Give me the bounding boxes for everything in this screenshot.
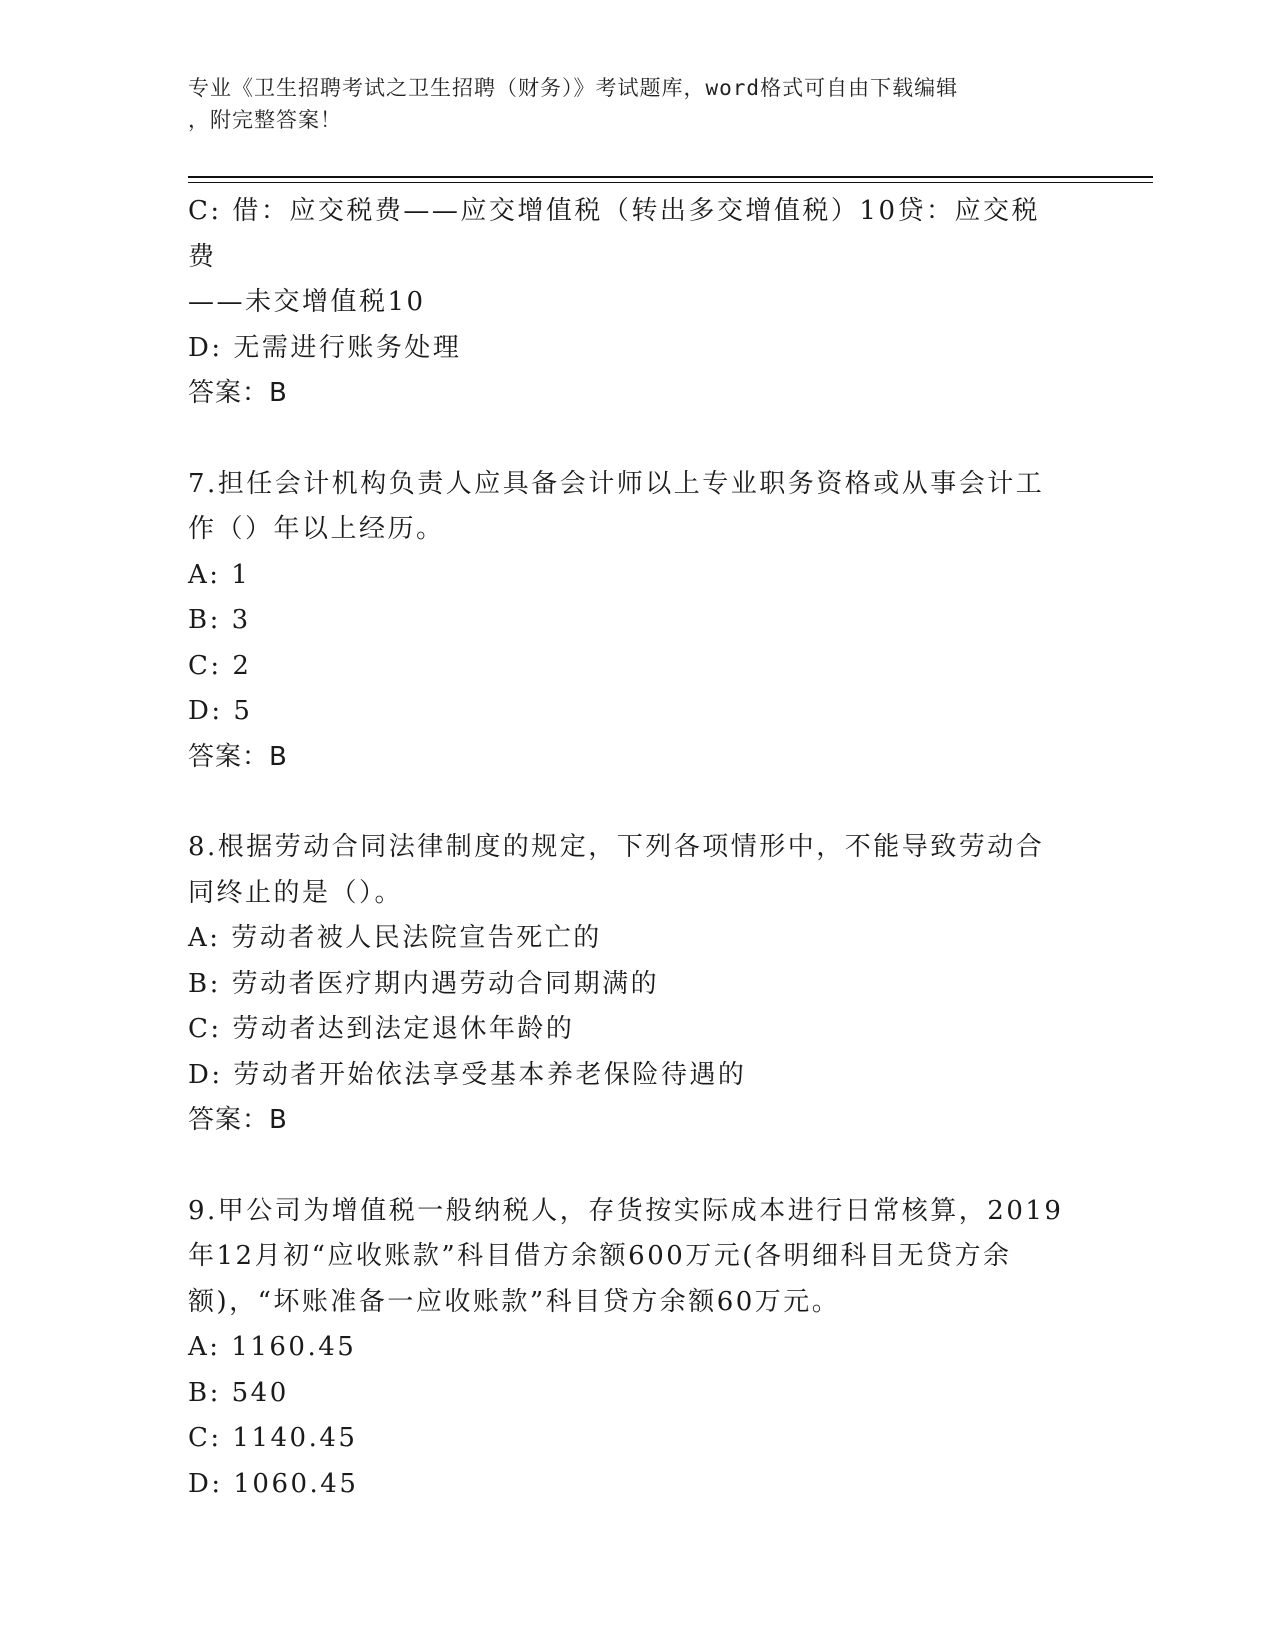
question-stem-line-1: 8.根据劳动合同法律制度的规定，下列各项情形中，不能导致劳动合 bbox=[188, 832, 1045, 862]
question-stem-line-3: 额)，“坏账准备一应收账款”科目贷方余额60万元。 bbox=[188, 1286, 841, 1317]
option-d: D: 劳动者开始依法享受基本养老保险待遇的 bbox=[188, 1059, 747, 1090]
question-stem-line-2: 同终止的是（）。 bbox=[188, 877, 404, 908]
option-c-line-2: ——未交增值税10 bbox=[188, 287, 426, 317]
spacer bbox=[188, 417, 1068, 462]
question-stem-line-2: 作（）年以上经历。 bbox=[188, 514, 445, 544]
question-stem-line-2: 年12月初“应收账款”科目借方余额600万元(各明细科目无贷方余 bbox=[188, 1241, 1012, 1271]
question-7 bbox=[188, 462, 1068, 781]
option-d: D: 1060.45 bbox=[188, 1468, 359, 1499]
option-d: D: 无需进行账务处理 bbox=[188, 332, 462, 363]
spacer bbox=[188, 1144, 1068, 1189]
question-8 bbox=[188, 825, 1068, 1144]
option-b: B: 劳动者医疗期内遇劳动合同期满的 bbox=[188, 968, 660, 999]
option-a: A: 1 bbox=[188, 559, 251, 590]
option-d: D: 5 bbox=[188, 696, 253, 726]
option-c: C: 1140.45 bbox=[188, 1423, 358, 1453]
question-6-tail bbox=[188, 189, 1068, 417]
option-b: B: 540 bbox=[188, 1377, 289, 1408]
document-body bbox=[188, 189, 1068, 1507]
document-header bbox=[188, 72, 1068, 136]
question-9 bbox=[188, 1189, 1068, 1508]
header-divider-thin bbox=[188, 182, 1153, 183]
question-stem-line-1: 7.担任会计机构负责人应具备会计师以上专业职务资格或从事会计工 bbox=[188, 468, 1045, 499]
option-c-line-1: C: 借：应交税费——应交增值税（转出多交增值税）10贷：应交税费 bbox=[188, 196, 1041, 272]
answer: 答案：B bbox=[188, 741, 288, 772]
header-line-2: ，附完整答案！ bbox=[188, 108, 342, 132]
answer: 答案：B bbox=[188, 378, 288, 408]
question-stem-line-1: 9.甲公司为增值税一般纳税人，存货按实际成本进行日常核算，2019 bbox=[188, 1195, 1064, 1226]
answer: 答案：B bbox=[188, 1105, 288, 1135]
header-divider-thick bbox=[188, 176, 1153, 178]
header-line-1: 专业《卫生招聘考试之卫生招聘（财务）》考试题库，word格式可自由下载编辑 bbox=[188, 76, 959, 100]
option-b: B: 3 bbox=[188, 605, 251, 635]
option-a: A: 1160.45 bbox=[188, 1332, 357, 1362]
option-c: C: 2 bbox=[188, 650, 252, 681]
option-c: C: 劳动者达到法定退休年龄的 bbox=[188, 1014, 575, 1044]
spacer bbox=[188, 780, 1068, 825]
option-a: A: 劳动者被人民法院宣告死亡的 bbox=[188, 923, 602, 953]
